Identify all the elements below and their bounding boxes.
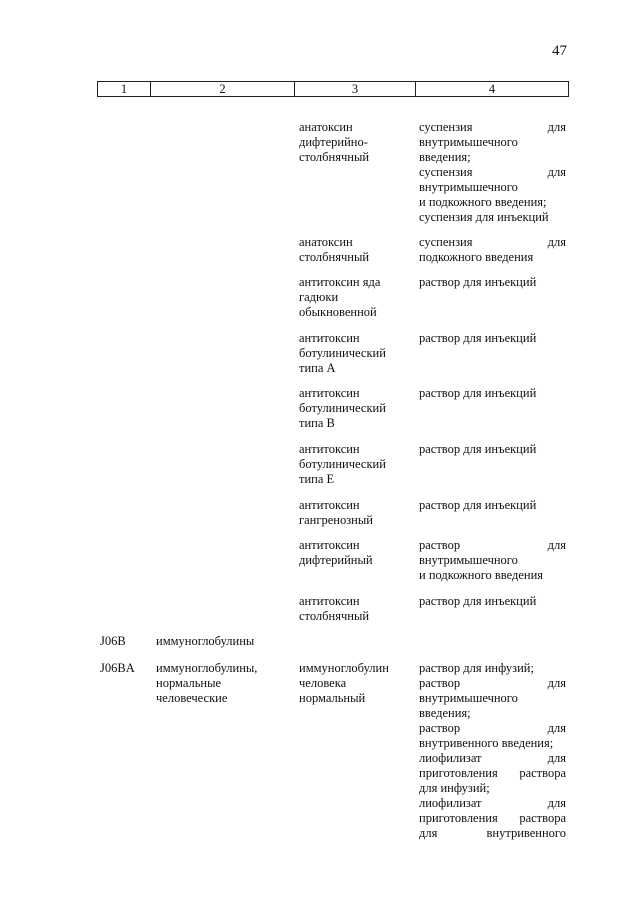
word: для bbox=[547, 676, 566, 690]
dosage-form bbox=[419, 442, 566, 457]
drug-name-line: антитоксин bbox=[299, 498, 360, 512]
atc-group bbox=[156, 634, 286, 649]
drug-name bbox=[299, 661, 411, 706]
dosage-form-line bbox=[419, 721, 566, 736]
dosage-form bbox=[419, 538, 566, 583]
drug-name bbox=[299, 442, 411, 487]
dosage-form-line: подкожного введения bbox=[419, 250, 534, 264]
word: приготовления bbox=[419, 766, 498, 780]
dosage-form-line: раствор для инъекций bbox=[419, 442, 537, 456]
dosage-form-line: внутримышечного bbox=[419, 135, 518, 149]
drug-name-line: обыкновенной bbox=[299, 305, 377, 319]
word: для bbox=[547, 751, 566, 765]
column-header-row bbox=[98, 82, 569, 97]
word: для bbox=[419, 826, 438, 840]
word: приготовления bbox=[419, 811, 498, 825]
dosage-form-line bbox=[419, 120, 566, 135]
dosage-form-line: и подкожного введения bbox=[419, 568, 544, 582]
drug-name-line: антитоксин bbox=[299, 594, 360, 608]
atc-code bbox=[100, 661, 150, 676]
dosage-form-line: и подкожного введения; bbox=[419, 195, 547, 209]
drug-name-line: антитоксин яда bbox=[299, 275, 381, 289]
column-header-2: 2 bbox=[151, 82, 295, 97]
word: для bbox=[547, 796, 566, 810]
drug-name bbox=[299, 275, 411, 320]
word: для bbox=[547, 120, 566, 134]
dosage-form-line bbox=[419, 538, 566, 553]
dosage-form-line bbox=[419, 165, 566, 180]
drug-name bbox=[299, 235, 411, 265]
drug-name bbox=[299, 594, 411, 624]
drug-name-line: ботулинический bbox=[299, 401, 386, 415]
dosage-form bbox=[419, 386, 566, 401]
atc-code-text: J06B bbox=[100, 634, 126, 648]
dosage-form-line: раствор для инъекций bbox=[419, 594, 537, 608]
drug-name-line: дифтерийный bbox=[299, 553, 373, 567]
dosage-form-line: раствор для инъекций bbox=[419, 331, 537, 345]
word: раствора bbox=[519, 766, 566, 780]
drug-name-line: антитоксин bbox=[299, 442, 360, 456]
word: раствор bbox=[419, 721, 461, 735]
word: внутривенного bbox=[486, 826, 566, 840]
column-header-4: 4 bbox=[416, 82, 569, 97]
dosage-form bbox=[419, 120, 566, 225]
drug-name-line: нормальный bbox=[299, 691, 366, 705]
drug-name-line: столбнячный bbox=[299, 150, 370, 164]
drug-name-line: столбнячный bbox=[299, 250, 370, 264]
drug-name-line: иммуноглобулин bbox=[299, 661, 389, 675]
word: раствор bbox=[419, 676, 461, 690]
atc-group-line: иммуноглобулины, bbox=[156, 661, 258, 675]
atc-code bbox=[100, 634, 150, 649]
dosage-form-line: раствор для инъекций bbox=[419, 498, 537, 512]
dosage-form-line bbox=[419, 751, 566, 766]
dosage-form bbox=[419, 594, 566, 609]
dosage-form bbox=[419, 275, 566, 290]
dosage-form-line: внутримышечного bbox=[419, 553, 518, 567]
word: для bbox=[547, 721, 566, 735]
dosage-form-line: внутривенного введения; bbox=[419, 736, 554, 750]
drug-name bbox=[299, 386, 411, 431]
word: лиофилизат bbox=[419, 751, 482, 765]
dosage-form-line: внутримышечного bbox=[419, 180, 518, 194]
drug-name-line: антитоксин bbox=[299, 538, 360, 552]
column-header-table bbox=[97, 81, 569, 97]
atc-code-text: J06BA bbox=[100, 661, 135, 675]
drug-name-line: антитоксин bbox=[299, 331, 360, 345]
dosage-form-line: для инфузий; bbox=[419, 781, 490, 795]
atc-group-line: иммуноглобулины bbox=[156, 634, 255, 648]
dosage-form-line: внутримышечного bbox=[419, 691, 518, 705]
word: для bbox=[547, 165, 566, 179]
drug-name-line: ботулинический bbox=[299, 346, 386, 360]
dosage-form-line bbox=[419, 826, 566, 841]
atc-group-line: человеческие bbox=[156, 691, 228, 705]
dosage-form bbox=[419, 661, 566, 841]
word: раствор bbox=[419, 538, 461, 552]
dosage-form-line: суспензия для инъекций bbox=[419, 210, 549, 224]
dosage-form-line: раствор для инъекций bbox=[419, 386, 537, 400]
drug-name-line: анатоксин bbox=[299, 235, 353, 249]
dosage-form-line bbox=[419, 676, 566, 691]
dosage-form-line bbox=[419, 235, 566, 250]
drug-name-line: типа E bbox=[299, 472, 335, 486]
dosage-form-line bbox=[419, 796, 566, 811]
drug-name-line: человека bbox=[299, 676, 347, 690]
dosage-form-line bbox=[419, 766, 566, 781]
drug-name bbox=[299, 498, 411, 528]
drug-name-line: антитоксин bbox=[299, 386, 360, 400]
word: раствора bbox=[519, 811, 566, 825]
atc-group-line: нормальные bbox=[156, 676, 222, 690]
dosage-form-line: введения; bbox=[419, 150, 471, 164]
word: для bbox=[547, 538, 566, 552]
page-number: 47 bbox=[552, 43, 567, 59]
word: суспензия bbox=[419, 235, 473, 249]
drug-name-line: столбнячный bbox=[299, 609, 370, 623]
drug-name-line: дифтерийно- bbox=[299, 135, 368, 149]
word: суспензия bbox=[419, 120, 473, 134]
drug-name-line: ботулинический bbox=[299, 457, 386, 471]
dosage-form-line: раствор для инъекций bbox=[419, 275, 537, 289]
dosage-form bbox=[419, 498, 566, 513]
drug-name-line: гадюки bbox=[299, 290, 339, 304]
drug-name bbox=[299, 538, 411, 568]
dosage-form bbox=[419, 235, 566, 265]
drug-name bbox=[299, 331, 411, 376]
dosage-form-line bbox=[419, 811, 566, 826]
drug-name-line: типа A bbox=[299, 361, 336, 375]
drug-name-line: типа B bbox=[299, 416, 335, 430]
word: суспензия bbox=[419, 165, 473, 179]
column-header-3: 3 bbox=[295, 82, 416, 97]
dosage-form-line: раствор для инфузий; bbox=[419, 661, 534, 675]
word: лиофилизат bbox=[419, 796, 482, 810]
drug-name-line: анатоксин bbox=[299, 120, 353, 134]
word: для bbox=[547, 235, 566, 249]
atc-group bbox=[156, 661, 286, 706]
dosage-form-line: введения; bbox=[419, 706, 471, 720]
drug-name bbox=[299, 120, 411, 165]
dosage-form bbox=[419, 331, 566, 346]
column-header-1: 1 bbox=[98, 82, 151, 97]
drug-name-line: гангренозный bbox=[299, 513, 373, 527]
